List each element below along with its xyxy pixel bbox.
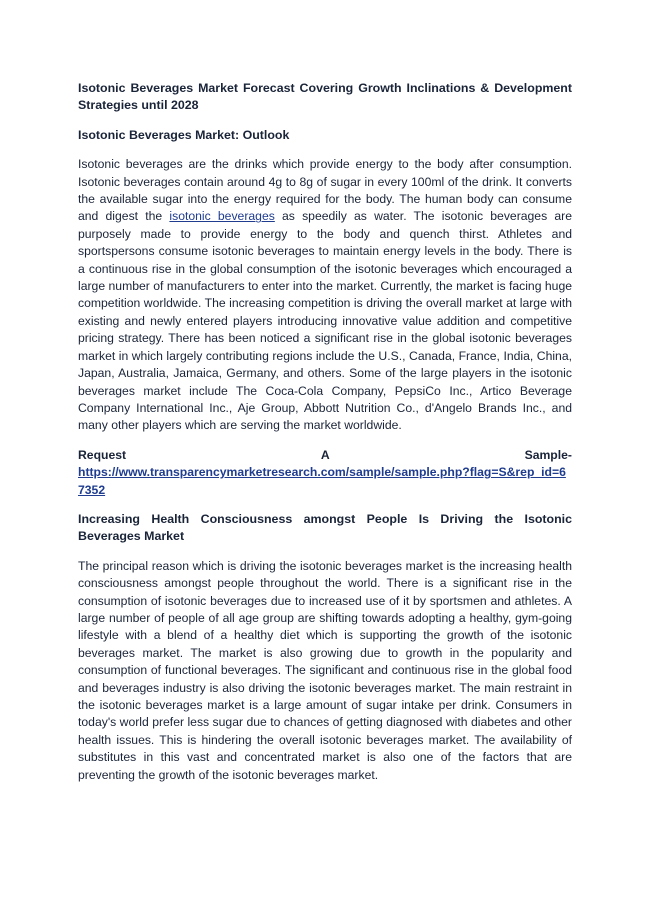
document-title: Isotonic Beverages Market Forecast Covering Growth Inclinations & Development Strategies until 2028 — [78, 81, 572, 113]
request-word: Request — [78, 447, 127, 462]
document-page — [78, 80, 572, 796]
section-heading-outlook: Isotonic Beverages Market: Outlook — [78, 127, 290, 142]
paragraph-health: The principal reason which is driving the isotonic beverages market is the increasing health consciousness amongst people throughout the world. There is a significant rise in the consumption of isotonic beverages due to increased use of it by sportsmen and athletes. A large number of people of all age group are shifting towards adopting a healthy, gym-going lifestyle with a blend of a healthy diet which is supporting the growth of the isotonic beverages market. The market is also growing due to growth in the popularity and consumption of functional beverages. The significant and continuous rise in the global food and beverages industry is also driving the isotonic beverages market. The main restraint in the isotonic beverages market is a large amount of sugar intake per drink. Consumers in today's world prefer less sugar due to chances of getting diagnosed with diabetes and other health issues. This is hindering the overall isotonic beverages market. The availability of substitutes in this vast and concentrated market is also one of the factors that are preventing the growth of the isotonic beverages market. — [78, 558, 572, 782]
paragraph-outlook-text-end: as speedily as water. The isotonic beverages are purposely made to provide energy to the body and quench thirst. Athletes and sportspersons consume isotonic beverages to maintain energy levels in the body. There is a continuous rise in the global consumption of the isotonic beverages which encouraged a large number of manufacturers to enter into the market. Currently, the market is facing huge competition worldwide. The increasing competition is driving the overall market at large with existing and newly entered players introducing innovative value addition and competitive pricing strategy. There has been noticed a significant rise in the global isotonic beverages market in which largely contributing regions include the U.S., Canada, France, India, China, Japan, Australia, Jamaica, Germany, and others. Some of the large players in the isotonic beverages market include The Coca-Cola Company, PepsiCo Inc., Artico Beverage Company International Inc., Aje Group, Abbott Nutrition Co., d'Angelo Brands Inc., and many other players which are serving the market worldwide. — [78, 209, 572, 433]
request-sample-label — [78, 447, 572, 464]
a-word: A — [320, 447, 330, 462]
paragraph-outlook — [78, 156, 572, 435]
request-sample — [78, 447, 572, 499]
isotonic-beverages-link[interactable]: isotonic beverages — [169, 209, 275, 224]
paragraph-outlook-text-start: Isotonic beverages are the drinks which provide energy to the body after consumption. Isotonic beverages contain around 4g to 8g of sugar in every 100ml of the drink. It converts the available sugar into the energy required for the body. The human body can consume and digest the — [78, 157, 572, 224]
section-heading-health: Increasing Health Consciousness amongst People Is Driving the Isotonic Beverages Market — [78, 511, 572, 544]
sample-word: Sample- — [524, 447, 572, 462]
sample-request-link[interactable]: https://www.transparencymarketresearch.com/sample/sample.php?flag=S&rep_id=67352 — [78, 465, 566, 497]
